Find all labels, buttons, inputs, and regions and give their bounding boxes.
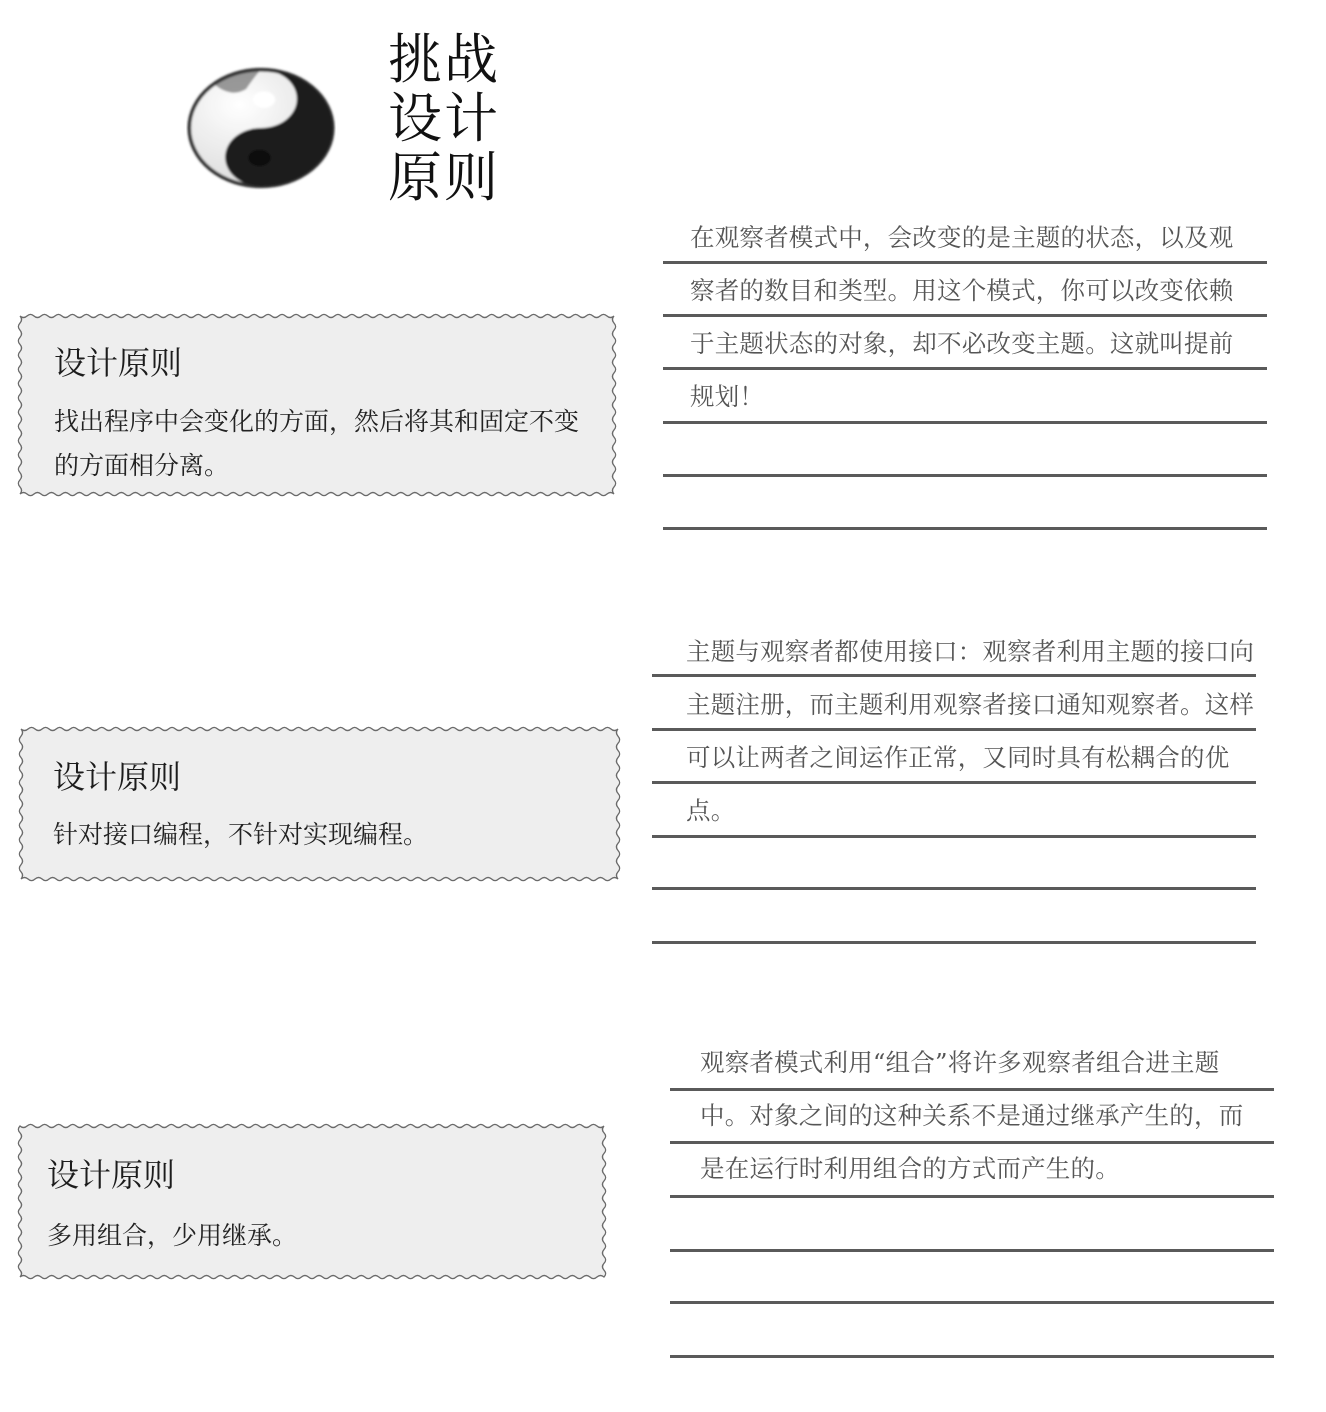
- title-line-2: 设计: [388, 87, 500, 150]
- principle-title: 设计原则: [47, 1156, 176, 1194]
- title-line-1: 挑战: [388, 28, 500, 91]
- yin-yang-icon: [186, 66, 336, 190]
- answer-line: [670, 1195, 1274, 1198]
- page-title: [388, 30, 500, 207]
- answer-text: 观察者模式利用“组合”将许多观察者组合进主题中。对象之间的这种关系不是通过继承产生的，而是在运行时利用组合的方式而产生的。: [700, 1048, 1244, 1183]
- principle-text: 找出程序中会变化的方面，然后将其和固定不变的方面相分离。: [54, 407, 580, 480]
- design-principle-box-2: [21, 729, 618, 879]
- title-line-3: 原则: [388, 146, 500, 209]
- principle-title: 设计原则: [54, 344, 183, 382]
- wavy-border-path: [19, 727, 619, 880]
- principle-text: 针对接口编程，不针对实现编程。: [53, 820, 429, 849]
- answer-text: 在观察者模式中，会改变的是主题的状态，以及观察者的数目和类型。用这个模式，你可以改变依赖于主题状态的对象，却不必改变主题。这就叫提前规划！: [690, 223, 1234, 411]
- answer-line: [652, 887, 1256, 890]
- answer-line: [663, 527, 1267, 530]
- principle-text: 多用组合，少用继承。: [47, 1221, 298, 1250]
- answer-area-1: [663, 210, 1267, 532]
- answer-line: [663, 474, 1267, 477]
- answer-line: [652, 941, 1256, 944]
- answer-line: [670, 1355, 1274, 1358]
- design-principle-box-3: [20, 1126, 604, 1277]
- answer-line: [670, 1249, 1274, 1252]
- design-principle-box-1: [20, 316, 614, 494]
- answer-line: [670, 1301, 1274, 1304]
- principle-title: 设计原则: [53, 758, 182, 796]
- answer-area-3: [670, 1036, 1274, 1358]
- answer-area-2: [652, 625, 1256, 947]
- answer-text: 主题与观察者都使用接口：观察者利用主题的接口向主题注册，而主题利用观察者接口通知观察者。这样可以让两者之间运作正常，又同时具有松耦合的优点。: [686, 637, 1255, 825]
